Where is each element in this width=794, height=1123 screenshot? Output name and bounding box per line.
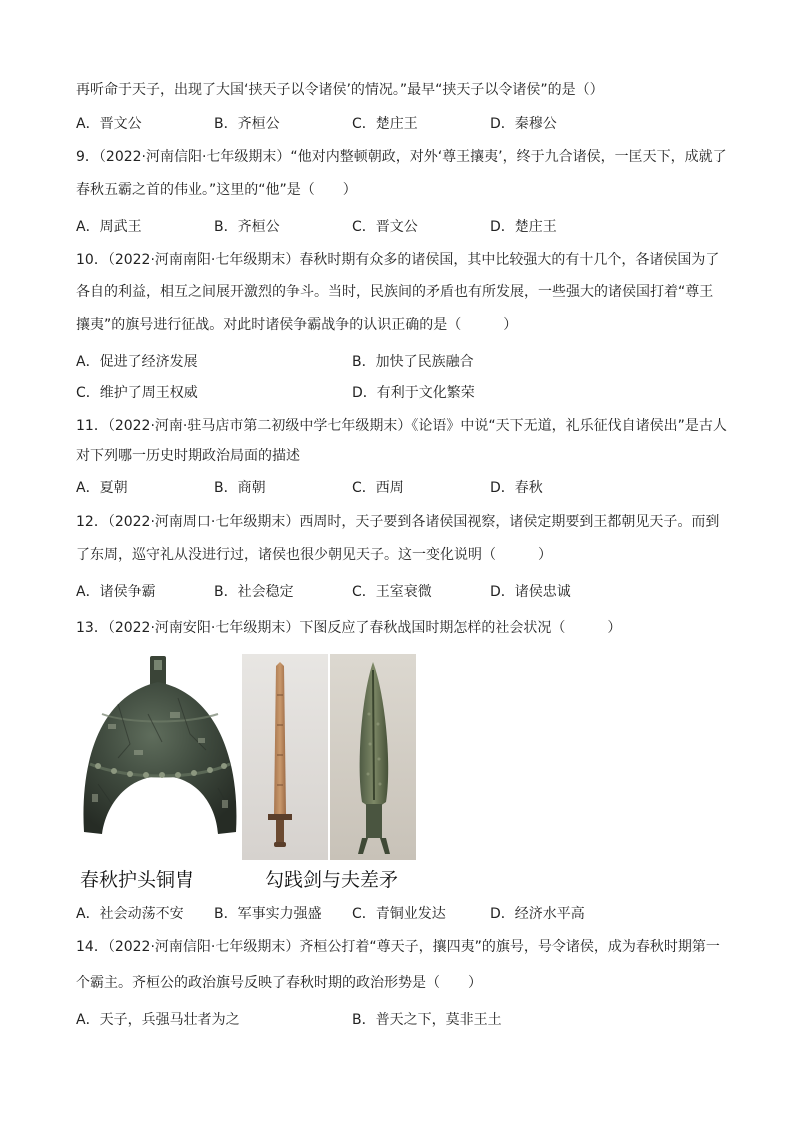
q13-option-c: C．青铜业发达: [352, 906, 446, 922]
q9-option-b: B．齐桓公: [214, 219, 280, 235]
q10-option-c: C．维护了周王权威: [76, 385, 198, 401]
q12-option-d: D．诸侯忠诚: [490, 584, 571, 600]
q12-option-c: C．王室衰微: [352, 584, 432, 600]
q8-option-b: B．齐桓公: [214, 116, 280, 132]
question-14-text: 14．（2022·河南信阳·七年级期末）齐桓公打着“尊天子，攘四夷”的旗号，号令诸侯，成为春秋时期第一: [76, 939, 720, 955]
q10-option-b: B．加快了民族融合: [352, 354, 474, 370]
question-10-text-cont1: 各自的利益，相互之间展开激烈的争斗。当时，民族间的矛盾也有所发展，一些强大的诸侯国打着“尊王: [76, 284, 714, 300]
q12-option-a: A．诸侯争霸: [76, 584, 156, 600]
q14-option-a: A．天子，兵强马壮者为之: [76, 1012, 240, 1028]
q11-option-b: B．商朝: [214, 480, 266, 496]
question-9-text-cont: 春秋五霸之首的伟业。”这里的“他”是（ ）: [76, 182, 357, 198]
q10-option-a: A．促进了经济发展: [76, 354, 198, 370]
question-11-text: 11．（2022·河南·驻马店市第二初级中学七年级期末）《论语》中说“天下无道，礼乐征伐自诸侯出”是古人: [76, 418, 727, 434]
q12-option-b: B．社会稳定: [214, 584, 294, 600]
q9-option-d: D．楚庄王: [490, 219, 557, 235]
q8-option-a: A．晋文公: [76, 116, 142, 132]
q11-option-a: A．夏朝: [76, 480, 128, 496]
sword-spear-image: [242, 654, 416, 860]
q13-option-d: D．经济水平高: [490, 906, 585, 922]
question-11-text-cont: 对下列哪一历史时期政治局面的描述: [76, 448, 300, 464]
q8-option-c: C．楚庄王: [352, 116, 418, 132]
question-9-text: 9．（2022·河南信阳·七年级期末）“他对内整顿朝政，对外‘尊王攘夷’，终于九合诸侯，一匡天下，成就了: [76, 149, 727, 165]
q13-option-a: A．社会动荡不安: [76, 906, 184, 922]
q13-option-b: B．军事实力强盛: [214, 906, 322, 922]
q9-option-a: A．周武王: [76, 219, 142, 235]
question-10-text: 10．（2022·河南南阳·七年级期末）春秋时期有众多的诸侯国，其中比较强大的有十几个，各诸侯国为了: [76, 252, 720, 268]
q14-option-b: B．普天之下，莫非王土: [352, 1012, 502, 1028]
q11-option-c: C．西周: [352, 480, 404, 496]
question-14-text-cont: 个霸主。齐桓公的政治旗号反映了春秋时期的政治形势是（ ）: [76, 975, 482, 991]
figure-caption-helmet: 春秋护头铜胄: [80, 869, 195, 891]
question-12-text-cont: 了东周，巡守礼从没进行过，诸侯也很少朝见天子。这一变化说明（ ）: [76, 547, 552, 563]
q10-option-d: D．有利于文化繁荣: [352, 385, 475, 401]
question-10-text-cont2: 攘夷”的旗号进行征战。对此时诸侯争霸战争的认识正确的是（ ）: [76, 317, 518, 333]
q9-option-c: C．晋文公: [352, 219, 418, 235]
bronze-helmet-image: [78, 654, 240, 860]
question-8-text: 再听命于天子，出现了大国‘挟天子以令诸侯’的情况。”最早“挟天子以令诸侯”的是（）: [76, 82, 604, 98]
q11-option-d: D．春秋: [490, 480, 543, 496]
figure-caption-sword-spear: 勾践剑与夫差矛: [265, 869, 399, 891]
question-12-text: 12．（2022·河南周口·七年级期末）西周时，天子要到各诸侯国视察，诸侯定期要到王都朝见天子。而到: [76, 514, 720, 530]
q8-option-d: D．秦穆公: [490, 116, 557, 132]
question-13-text: 13．（2022·河南安阳·七年级期末）下图反应了春秋战国时期怎样的社会状况（ ）: [76, 620, 622, 636]
